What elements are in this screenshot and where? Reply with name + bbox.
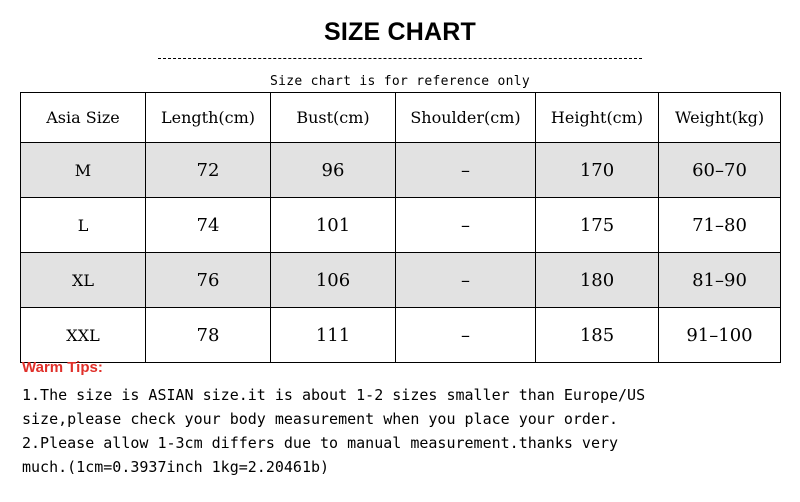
cell-shoulder: – bbox=[396, 198, 536, 253]
cell-shoulder: – bbox=[396, 143, 536, 198]
header-asia-size: Asia Size bbox=[21, 93, 146, 143]
cell-bust: 111 bbox=[271, 308, 396, 363]
cell-weight: 60–70 bbox=[659, 143, 781, 198]
cell-length: 78 bbox=[146, 308, 271, 363]
table-header-row bbox=[21, 93, 781, 143]
cell-size: XL bbox=[21, 253, 146, 308]
page-title: SIZE CHART bbox=[324, 18, 476, 46]
warm-tips-text bbox=[22, 383, 792, 479]
table-row bbox=[21, 308, 781, 363]
cell-length: 76 bbox=[146, 253, 271, 308]
header-shoulder: Shoulder(cm) bbox=[396, 93, 536, 143]
tip-line: 2.Please allow 1-3cm differs due to manual measurement.thanks very bbox=[22, 434, 619, 452]
cell-size: M bbox=[21, 143, 146, 198]
subtitle: Size chart is for reference only bbox=[269, 74, 531, 89]
cell-bust: 106 bbox=[271, 253, 396, 308]
cell-shoulder: – bbox=[396, 253, 536, 308]
header-length: Length(cm) bbox=[146, 93, 271, 143]
cell-size: XXL bbox=[21, 308, 146, 363]
cell-bust: 96 bbox=[271, 143, 396, 198]
cell-length: 74 bbox=[146, 198, 271, 253]
table-row bbox=[21, 143, 781, 198]
header-height: Height(cm) bbox=[536, 93, 659, 143]
cell-weight: 71–80 bbox=[659, 198, 781, 253]
cell-weight: 81–90 bbox=[659, 253, 781, 308]
table-row bbox=[21, 198, 781, 253]
warm-tips-heading: Warm Tips: bbox=[22, 359, 103, 376]
cell-shoulder: – bbox=[396, 308, 536, 363]
cell-height: 170 bbox=[536, 143, 659, 198]
header-weight: Weight(kg) bbox=[659, 93, 781, 143]
table-row bbox=[21, 253, 781, 308]
cell-height: 185 bbox=[536, 308, 659, 363]
dashed-divider bbox=[158, 58, 642, 59]
cell-height: 175 bbox=[536, 198, 659, 253]
tip-line: much.(1cm=0.3937inch 1kg=2.20461b) bbox=[22, 458, 330, 476]
header-bust: Bust(cm) bbox=[271, 93, 396, 143]
cell-size: L bbox=[21, 198, 146, 253]
cell-height: 180 bbox=[536, 253, 659, 308]
tip-line: 1.The size is ASIAN size.it is about 1-2 sizes smaller than Europe/US bbox=[22, 386, 646, 404]
cell-length: 72 bbox=[146, 143, 271, 198]
cell-weight: 91–100 bbox=[659, 308, 781, 363]
tip-line: size,please check your body measurement when you place your order. bbox=[22, 410, 619, 428]
size-table bbox=[20, 92, 781, 363]
cell-bust: 101 bbox=[271, 198, 396, 253]
